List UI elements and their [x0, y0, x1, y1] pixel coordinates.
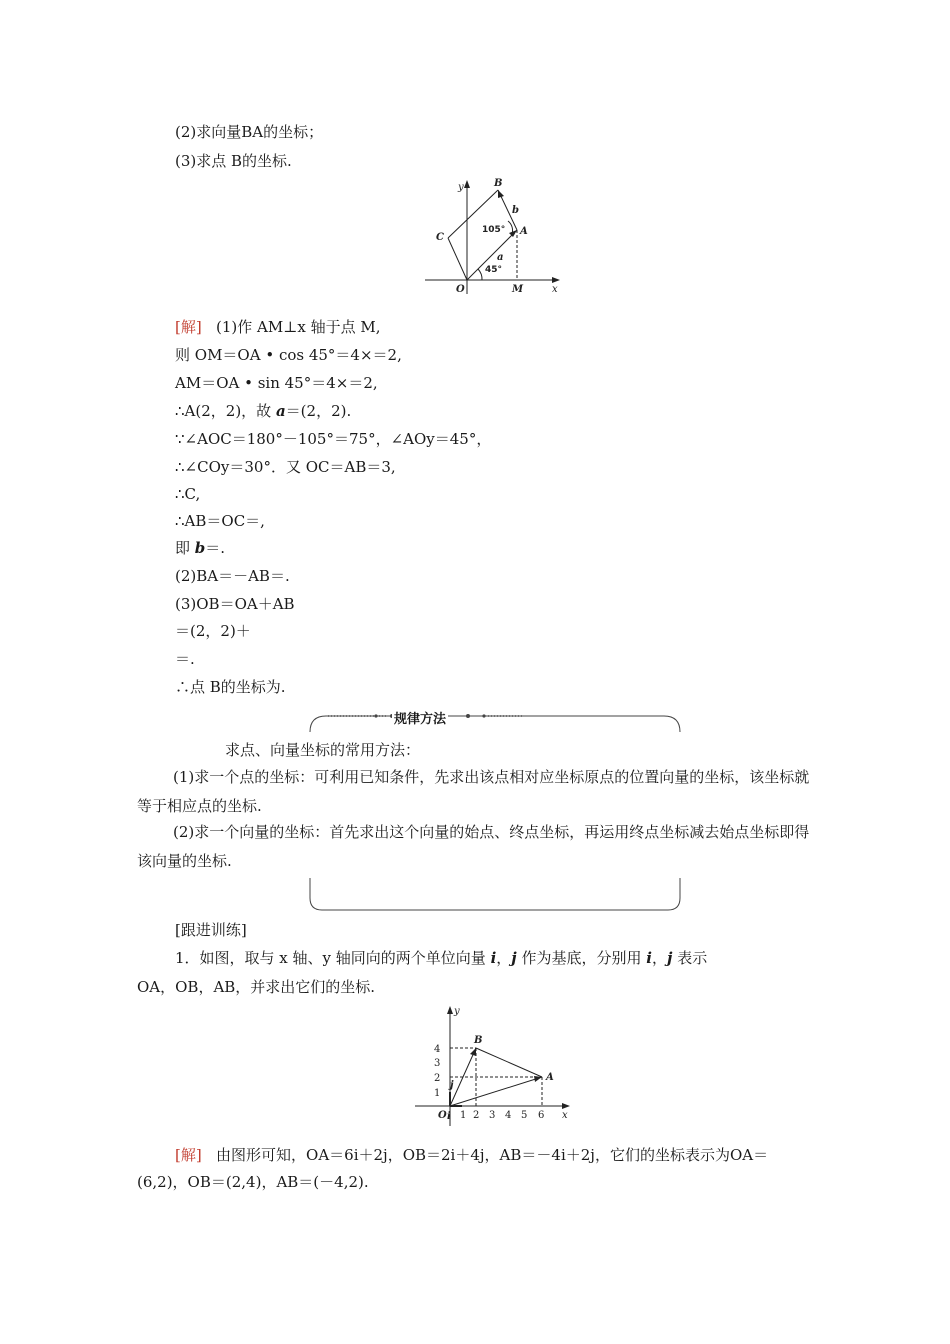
solution-line-13: ＝.: [175, 650, 195, 668]
solution-line-7: ∴C,: [175, 485, 201, 503]
solution-line-9: 即 b＝.: [175, 539, 226, 557]
solution-line-8: ∴AB＝OC＝,: [175, 512, 265, 530]
solution-line-3: AM＝OA • sin 45°＝4×＝2,: [175, 374, 378, 392]
part-2: (2)求向量BA的坐标；: [175, 123, 324, 141]
fig2-ytick: 1: [434, 1088, 441, 1099]
fig1-angle-105: 105°: [482, 225, 506, 235]
fig2-ytick: 4: [434, 1044, 441, 1055]
fig2-A-label: A: [546, 1072, 554, 1083]
method-point-1: (1)求一个点的坐标：可利用已知条件，先求出该点相对应坐标原点的位置向量的坐标，该坐标就等于相应点的坐标.: [137, 768, 810, 815]
method-point-2: (2)求一个向量的坐标：首先求出这个向量的始点、终点坐标，再运用终点坐标减去始点坐标即得该向量的坐标.: [137, 823, 810, 870]
fig2-xtick: 1: [460, 1110, 467, 1121]
practice-header: [跟进训练]: [175, 921, 247, 939]
fig2-x-label: x: [562, 1110, 568, 1121]
fig1-a-label: a: [497, 252, 504, 263]
fig1-M-label: M: [512, 284, 524, 295]
practice-question-line-2: OA，OB，AB，并求出它们的坐标.: [137, 978, 376, 996]
fig2-xtick: 3: [489, 1110, 496, 1121]
answer-line-2: (6,2)，OB＝(2,4)，AB＝(－4,2).: [137, 1173, 369, 1191]
answer-tag: [解]: [175, 1146, 202, 1164]
solution-line-6: ∴∠COy＝30°．又 OC＝AB＝3,: [175, 458, 396, 476]
fig1-O-label: O: [456, 284, 465, 295]
method-intro: 求点、向量坐标的常用方法：: [225, 741, 421, 759]
fig2-xtick: 4: [505, 1110, 512, 1121]
solution-line-5: ∵∠AOC＝180°－105°＝75°，∠AOy＝45°，: [175, 430, 492, 448]
fig2-xtick: 5: [521, 1110, 528, 1121]
solution-line-10: (2)BA＝－AB＝.: [175, 567, 290, 585]
fig2-xtick: 2: [473, 1110, 480, 1121]
fig2-j-label: j: [450, 1080, 454, 1091]
fig1-y-label: y: [458, 182, 464, 193]
fig1-A-label: A: [520, 226, 528, 237]
method-box-bottom-border: [308, 876, 682, 914]
fig1-b-label: b: [512, 205, 519, 216]
fig1-B-label: B: [494, 178, 503, 189]
solution-line-12: ＝(2，2)＋: [175, 622, 251, 640]
solution-line-11: (3)OB＝OA＋AB: [175, 595, 295, 613]
fig2-ytick: 2: [434, 1073, 441, 1084]
answer-line-1: [解] 由图形可知，OA＝6i＋2j，OB＝2i＋4j，AB＝－4i＋2j，它们的坐标表示为OA＝: [175, 1146, 769, 1164]
fig2-i-label: i: [447, 1111, 451, 1122]
part-3: (3)求点 B的坐标.: [175, 152, 292, 170]
fig2-B-label: B: [474, 1035, 483, 1046]
fig2-y-label: y: [454, 1006, 460, 1017]
fig2-ytick: 3: [434, 1058, 441, 1069]
fig2-xtick: 6: [538, 1110, 545, 1121]
solution-line-1: [解] (1)作 AM⊥x 轴于点 M,: [175, 318, 381, 336]
solution-line-2: 则 OM＝OA • cos 45°＝4×＝2,: [175, 346, 402, 364]
solution-line-4: ∴A(2，2)，故 a＝(2，2).: [175, 402, 352, 420]
fig1-C-label: C: [436, 232, 444, 243]
fig2-O-label: O: [438, 1110, 447, 1121]
solution-tag: [解]: [175, 318, 202, 336]
figure-2: [410, 1002, 580, 1132]
method-box-title: 规律方法: [392, 708, 448, 727]
figure-1: [420, 176, 570, 296]
practice-question-line-1: 1．如图，取与 x 轴、y 轴同向的两个单位向量 i，j 作为基底，分别用 i，j 表示: [175, 949, 708, 967]
fig1-angle-45: 45°: [485, 265, 503, 275]
solution-line-14: ∴点 B的坐标为.: [175, 678, 286, 696]
fig1-x-label: x: [552, 284, 558, 295]
method-box-top-border: [308, 708, 682, 734]
